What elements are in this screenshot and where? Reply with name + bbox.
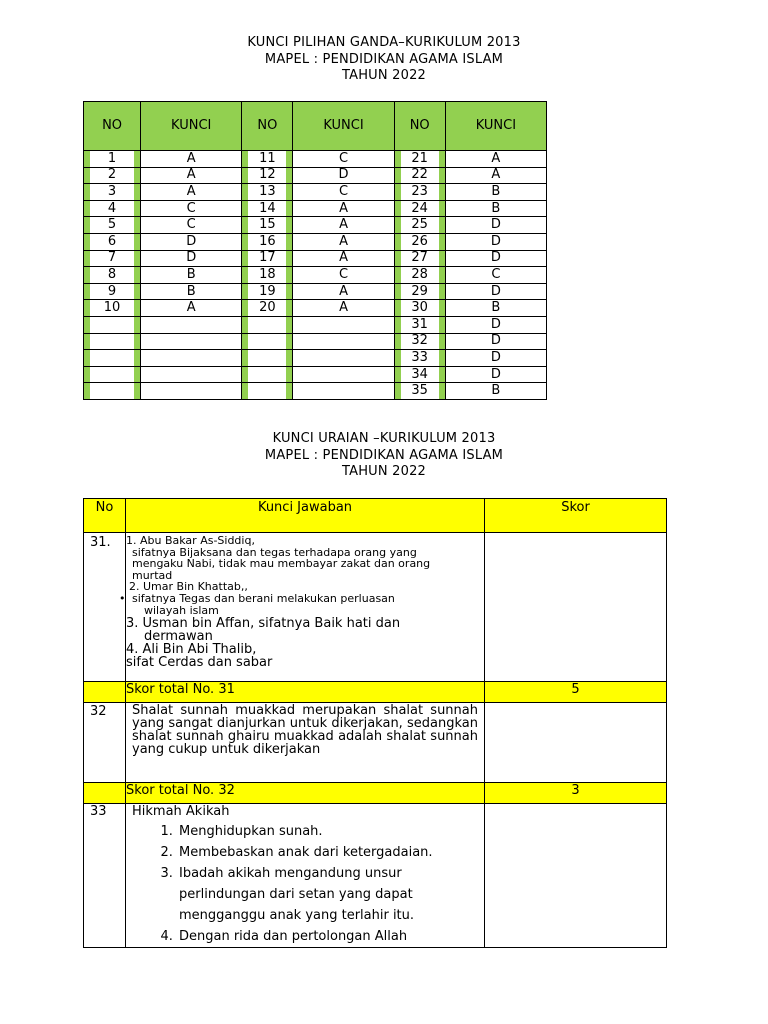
mc-header-no: NO — [84, 102, 141, 151]
mc-row — [84, 383, 547, 400]
question-number-cell — [242, 316, 293, 333]
question-number-cell — [84, 350, 141, 367]
question-number-cell: 18 — [242, 267, 293, 284]
answer-key-cell: C — [293, 267, 394, 284]
total-score-32: 3 — [485, 783, 667, 804]
question-number-cell: 20 — [242, 300, 293, 317]
answer-key-cell: B — [445, 383, 546, 400]
mc-row — [84, 200, 547, 217]
answer-key-cell — [141, 333, 242, 350]
answer-key-cell — [293, 316, 394, 333]
answer-key-cell: A — [293, 217, 394, 234]
question-number-cell: 26 — [394, 233, 445, 250]
total-label-31: Skor total No. 31 — [126, 682, 485, 703]
question-number-cell — [242, 366, 293, 383]
question-number-31: 31. — [90, 535, 111, 550]
question-number-cell: 19 — [242, 283, 293, 300]
answer-key-cell: A — [293, 233, 394, 250]
answer-key-cell — [293, 333, 394, 350]
answer-key-cell: A — [445, 151, 546, 168]
answer-cell-32 — [126, 703, 485, 783]
question-number-cell: 21 — [394, 151, 445, 168]
total-no-cell — [84, 783, 126, 804]
mc-header-kunci: KUNCI — [141, 102, 242, 151]
bullet-icon: • — [119, 591, 126, 605]
question-number — [84, 703, 126, 783]
essay-row-31 — [84, 533, 667, 682]
answer-31-line: 3. Usman bin Affan, sifatnya Baik hati dan — [126, 616, 401, 632]
question-number-cell: 7 — [84, 250, 141, 267]
question-number-cell: 32 — [394, 333, 445, 350]
question-number-cell: 11 — [242, 151, 293, 168]
mc-row — [84, 184, 547, 201]
answer-key-cell — [293, 383, 394, 400]
answer-cell-33 — [126, 804, 485, 948]
answer-key-cell: B — [141, 267, 242, 284]
answer-key-cell: D — [445, 366, 546, 383]
question-number-cell — [242, 333, 293, 350]
essay-header-row — [84, 499, 667, 533]
question-number — [84, 533, 126, 682]
question-number-cell: 2 — [84, 167, 141, 184]
answer-key-cell: D — [293, 167, 394, 184]
answer-33-heading: Hikmah Akikah — [132, 804, 230, 819]
question-number-cell: 27 — [394, 250, 445, 267]
answer-key-cell: A — [141, 151, 242, 168]
total-label-32: Skor total No. 32 — [126, 783, 485, 804]
question-number-cell: 9 — [84, 283, 141, 300]
total-score-31: 5 — [485, 682, 667, 703]
question-number-cell: 12 — [242, 167, 293, 184]
score-cell-32 — [485, 703, 667, 783]
mc-header-no: NO — [394, 102, 445, 151]
answer-key-cell: D — [445, 217, 546, 234]
list-item: 2. Membebaskan anak dari ketergadaian. — [177, 842, 484, 863]
mc-answer-table — [83, 101, 547, 400]
list-item: 1. Menghidupkan sunah. — [177, 821, 484, 842]
total-row-32 — [84, 783, 667, 804]
question-number-33: 33 — [90, 804, 107, 819]
answer-31-line: 2. Umar Bin Khattab,, — [129, 580, 248, 594]
answer-key-cell: A — [293, 300, 394, 317]
question-number — [84, 804, 126, 948]
answer-31-line: mengaku Nabi, tidak mau membayar zakat dan orang — [132, 557, 431, 571]
score-cell-33 — [485, 804, 667, 948]
mc-row — [84, 333, 547, 350]
question-number-cell: 34 — [394, 366, 445, 383]
mc-title-line3: TAHUN 2022 — [341, 68, 427, 83]
list-item: 3. Ibadah akikah mengandung unsur perlindungan dari setan yang dapat mengganggu anak yang terlahir itu. — [177, 863, 484, 926]
essay-header-score: Skor — [485, 499, 667, 533]
mc-header-no: NO — [242, 102, 293, 151]
answer-31-line: wilayah islam — [144, 603, 219, 617]
answer-key-cell: A — [141, 184, 242, 201]
answer-key-cell: A — [293, 200, 394, 217]
mc-title-line2: MAPEL : PENDIDIKAN AGAMA ISLAM — [264, 51, 504, 67]
essay-row-32 — [84, 703, 667, 783]
essay-title-line2: MAPEL : PENDIDIKAN AGAMA ISLAM — [264, 447, 504, 463]
question-number-cell: 17 — [242, 250, 293, 267]
mc-header-row — [84, 102, 547, 151]
essay-title-line1: KUNCI URAIAN –KURIKULUM 2013 — [272, 431, 496, 446]
mc-row — [84, 366, 547, 383]
mc-row — [84, 350, 547, 367]
answer-key-cell: A — [141, 300, 242, 317]
question-number-cell: 31 — [394, 316, 445, 333]
question-number-cell: 3 — [84, 184, 141, 201]
answer-31-line: 1. Abu Bakar As-Siddiq, — [126, 534, 255, 547]
answer-key-cell — [293, 366, 394, 383]
answer-key-cell: C — [445, 267, 546, 284]
answer-key-cell — [141, 366, 242, 383]
question-number-cell: 14 — [242, 200, 293, 217]
answer-key-cell: D — [445, 250, 546, 267]
list-item: 4. Dengan rida dan pertolongan Allah — [177, 926, 484, 947]
mc-row — [84, 300, 547, 317]
question-number-cell: 28 — [394, 267, 445, 284]
question-number-cell: 1 — [84, 151, 141, 168]
question-number-32: 32 — [90, 704, 107, 719]
essay-header-no: No — [84, 499, 126, 533]
answer-31-text — [119, 533, 484, 679]
answer-key-cell: A — [293, 250, 394, 267]
answer-key-cell: C — [141, 200, 242, 217]
question-number-cell — [242, 383, 293, 400]
answer-31-line: sifat Cerdas dan sabar — [126, 655, 273, 671]
question-number-cell: 15 — [242, 217, 293, 234]
answer-key-cell: C — [141, 217, 242, 234]
answer-key-cell — [293, 350, 394, 367]
mc-row — [84, 217, 547, 234]
answer-31-line: murtad — [132, 568, 173, 582]
answer-key-cell: D — [141, 250, 242, 267]
answer-key-cell: A — [141, 167, 242, 184]
answer-key-cell — [141, 350, 242, 367]
question-number-cell — [84, 366, 141, 383]
total-row-31 — [84, 682, 667, 703]
answer-key-cell: A — [293, 283, 394, 300]
answer-key-cell: D — [445, 333, 546, 350]
answer-key-cell: B — [445, 300, 546, 317]
mc-header-kunci: KUNCI — [445, 102, 546, 151]
question-number-cell: 35 — [394, 383, 445, 400]
answer-key-cell: B — [445, 200, 546, 217]
essay-row-33 — [84, 804, 667, 948]
question-number-cell: 25 — [394, 217, 445, 234]
mc-row — [84, 151, 547, 168]
question-number-cell: 24 — [394, 200, 445, 217]
mc-row — [84, 283, 547, 300]
question-number-cell: 13 — [242, 184, 293, 201]
answer-31-line: sifatnya Tegas dan berani melakukan perluasan — [132, 591, 395, 605]
answer-key-cell: D — [141, 233, 242, 250]
essay-title — [0, 431, 768, 481]
score-cell-31 — [485, 533, 667, 682]
answer-31-bullet-line — [119, 591, 484, 605]
answer-31-line: sifatnya Bijaksana dan tegas terhadapa orang yang — [132, 545, 417, 559]
mc-row — [84, 167, 547, 184]
question-number-cell: 5 — [84, 217, 141, 234]
question-number-cell: 23 — [394, 184, 445, 201]
mc-title-line1: KUNCI PILIHAN GANDA–KURIKULUM 2013 — [247, 35, 521, 50]
mc-row — [84, 316, 547, 333]
answer-key-cell: D — [445, 283, 546, 300]
answer-key-cell: B — [445, 184, 546, 201]
answer-key-cell: D — [445, 316, 546, 333]
question-number-cell: 22 — [394, 167, 445, 184]
question-number-cell — [84, 333, 141, 350]
question-number-cell: 33 — [394, 350, 445, 367]
question-number-cell: 8 — [84, 267, 141, 284]
question-number-cell: 6 — [84, 233, 141, 250]
total-no-cell — [84, 682, 126, 703]
answer-key-cell: D — [445, 233, 546, 250]
answer-key-cell: C — [293, 184, 394, 201]
question-number-cell — [84, 316, 141, 333]
answer-key-cell: A — [445, 167, 546, 184]
mc-title — [0, 35, 768, 85]
answer-key-cell: C — [293, 151, 394, 168]
question-number-cell: 30 — [394, 300, 445, 317]
answer-cell-31 — [119, 533, 485, 682]
question-number-cell: 10 — [84, 300, 141, 317]
question-number-cell: 16 — [242, 233, 293, 250]
answer-key-cell: D — [445, 350, 546, 367]
question-number-cell — [242, 350, 293, 367]
essay-answer-table — [83, 498, 667, 948]
mc-header-kunci: KUNCI — [293, 102, 394, 151]
answer-31-line: dermawan — [144, 629, 213, 645]
answer-33-list — [126, 821, 484, 947]
question-number-cell: 4 — [84, 200, 141, 217]
answer-key-cell — [141, 316, 242, 333]
mc-row — [84, 233, 547, 250]
answer-key-cell: B — [141, 283, 242, 300]
question-number-cell — [84, 383, 141, 400]
mc-row — [84, 250, 547, 267]
essay-header-answer: Kunci Jawaban — [126, 499, 485, 533]
answer-32-text: Shalat sunnah muakkad merupakan shalat sunnah yang sangat dianjurkan untuk dikerjakan, sedangkan shalat sunnah ghairu muakkad adalah shalat sunnah yang cukup untuk dikerjakan — [132, 703, 478, 757]
mc-row — [84, 267, 547, 284]
answer-key-cell — [141, 383, 242, 400]
question-number-cell: 29 — [394, 283, 445, 300]
essay-title-line3: TAHUN 2022 — [341, 464, 427, 479]
answer-31-line: 4. Ali Bin Abi Thalib, — [126, 642, 257, 658]
